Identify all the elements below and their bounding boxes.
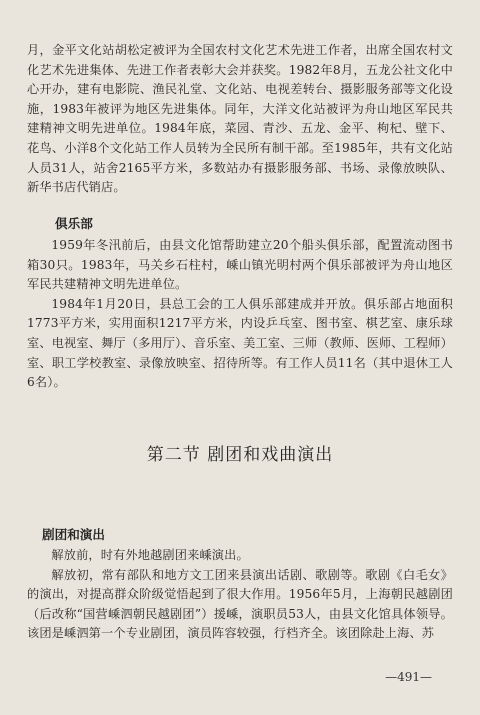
body-paragraph: 解放前，时有外地越剧团来嵊演出。 [51,548,249,562]
intro-text-block [27,41,453,198]
page-number: —491— [385,670,432,684]
club-text-block [27,236,453,393]
body-paragraph: 月，金平文化站胡松定被评为全国农村文化艺术先进工作者，出席全国农村文化艺术先进集体、先进工作者表彰大会并获奖。1982年8月，五龙公社文化中心开办，建有电影院、渔民礼堂、文化站、电视差转台、摄影服务部等文化设施，1983年被评为地区先进集体。同年，大洋文化站被评为舟山地区军民共建精神文明先进单位。1984年底，菜园、青沙、五龙、金平、枸杞、壁下、花鸟、小洋8个文化站工作人员转为全民所有制干部。至1985年，共有文化站人员31人，站舍2165平方米，多数站办有摄影服务部、书场、录像放映队、新华书店代销店。 [27,43,453,195]
body-paragraph: 1984年1月20日，县总工会的工人俱乐部建成并开放。俱乐部占地面积1773平方米，实用面积1217平方米，内设乒乓室、图书室、棋艺室、康乐球室、电视室、舞厅（多用厅）、音乐室、美工室、三师（教师、医师、工程师）室、职工学校教室、录像放映室、招待所等。有工作人员11名（其中退休工人6名）。 [27,296,453,390]
troupe-text-block [27,546,453,644]
section-title: 第二节 剧团和戏曲演出 [146,445,334,465]
troupe-heading: 剧团和演出 [42,527,105,542]
club-heading: 俱乐部 [55,216,93,231]
body-paragraph: 1959年冬汛前后，由县文化馆帮助建立20个船头俱乐部，配置流动图书箱30只。1983年，马关乡石柱村，嵊山镇光明村两个俱乐部被评为舟山地区军民共建精神文明先进单位。 [27,238,453,292]
body-paragraph: 解放初，常有部队和地方文工团来县演出话剧、歌剧等。歌剧《白毛女》的演出，对提高群众阶级觉悟起到了很大作用。1956年5月，上海朝民越剧团（后改称“国营嵊泗朝民越剧团”）援嵊，演职员53人，由县文化馆具体领导。该团是嵊泗第一个专业剧团，演员阵容较强，行档齐全。该团除赴上海、苏 [27,567,453,641]
